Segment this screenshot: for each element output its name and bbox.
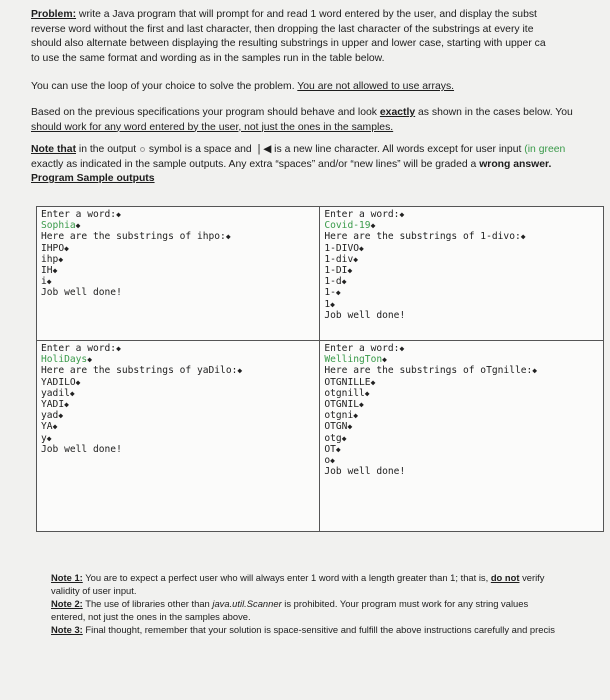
problem-line-1: write a Java program that will prompt for and read 1 word entered by the user, and display the subst bbox=[76, 9, 537, 20]
problem-line-4: to use the same format and wording as in the samples run in the table below. bbox=[31, 52, 385, 64]
space-symbol-icon bbox=[140, 147, 145, 152]
sample-cell-3 bbox=[37, 341, 320, 532]
sample-done: Job well done! bbox=[324, 466, 406, 478]
sample-prompt: Enter a word:◆ bbox=[324, 343, 405, 354]
sample-line: OTGNIL◆ bbox=[324, 399, 364, 411]
table-row bbox=[37, 207, 604, 341]
sample-header: Here are the substrings of ihpo:◆ bbox=[41, 231, 231, 243]
sample-user-input: HoliDays◆ bbox=[41, 354, 93, 366]
sample-line: IHPO◆ bbox=[41, 242, 69, 254]
sample-line: otgnill◆ bbox=[324, 387, 370, 399]
sample-heading: Program Sample outputs bbox=[31, 173, 155, 184]
spec-paragraph bbox=[31, 106, 610, 135]
sample-line: 1-DIVO◆ bbox=[324, 242, 364, 254]
note-3: Note 3: Final thought, remember that your solution is space-sensitive and fulfill the above instructions carefully and precis bbox=[51, 624, 555, 636]
sample-user-input: Sophia◆ bbox=[41, 220, 81, 232]
problem-label: Problem: bbox=[31, 9, 77, 20]
sample-prompt: Enter a word:◆ bbox=[41, 343, 121, 354]
spec-line-2: should work for any word entered by the user, not just the ones in the samples. bbox=[31, 121, 394, 133]
note-line-1b: symbol is a space and bbox=[146, 144, 255, 155]
newline-icon: ◆ bbox=[116, 210, 121, 219]
sample-user-input: Covid-19◆ bbox=[324, 220, 376, 232]
sample-line: YADI◆ bbox=[41, 399, 69, 411]
sample-line: i◆ bbox=[41, 276, 52, 288]
sample-line: 1-d◆ bbox=[324, 276, 347, 288]
sample-line: OTGNILLE◆ bbox=[324, 376, 376, 388]
sample-line: yad◆ bbox=[41, 410, 64, 422]
sample-line: 1-◆ bbox=[324, 287, 341, 299]
note-2: Note 2: The use of libraries other than java.util.Scanner is prohibited. Your program must work for any string values entered, not just the ones in the samples above. bbox=[51, 598, 529, 622]
sample-prompt: Enter a word:◆ bbox=[41, 209, 121, 220]
note-line-1c: is a new line character. All words except for user input bbox=[271, 144, 525, 155]
arrays-warning: You are not allowed to use arrays. bbox=[297, 81, 455, 92]
sample-line: YADILO◆ bbox=[41, 376, 81, 388]
sample-line: o◆ bbox=[324, 455, 335, 467]
problem-line-3: should also alternate between displaying the resulting substrings in upper and lower case, starting with upper ca bbox=[31, 38, 546, 49]
sample-header: Here are the substrings of 1-divo:◆ bbox=[324, 231, 526, 243]
sample-done: Job well done! bbox=[41, 287, 122, 299]
sample-user-input: WellingTon◆ bbox=[324, 354, 387, 366]
loop-text: You can use the loop of your choice to solve the problem. bbox=[31, 81, 298, 92]
notes-section bbox=[51, 572, 555, 638]
sample-line: y◆ bbox=[41, 432, 52, 444]
note-line-1a: in the output bbox=[76, 144, 139, 155]
sample-line: OTGN◆ bbox=[324, 421, 353, 433]
spec-line-1a: Based on the previous specifications your program should behave and look bbox=[31, 107, 380, 118]
note-line-2a: exactly as indicated in the sample outputs. Any extra “spaces” and/or “new lines” will be graded a bbox=[31, 158, 480, 170]
sample-line: 1-div◆ bbox=[324, 253, 359, 265]
problem-line-2: reverse word without the first and last character, then dropping the last character of the substrings at every ite bbox=[31, 23, 534, 35]
sample-line: IH◆ bbox=[41, 265, 58, 277]
sample-line: YA◆ bbox=[41, 421, 58, 433]
newline-symbol-icon: ❘◀ bbox=[254, 144, 272, 155]
sample-line: otg◆ bbox=[324, 432, 347, 444]
sample-prompt: Enter a word:◆ bbox=[324, 209, 405, 220]
sample-line: ihp◆ bbox=[41, 253, 64, 265]
loop-paragraph bbox=[31, 80, 610, 95]
sample-cell-4 bbox=[320, 341, 604, 532]
table-row bbox=[37, 341, 604, 532]
note-paragraph bbox=[31, 143, 610, 187]
spec-line-1c: as shown in the cases below. You bbox=[415, 107, 573, 118]
note-green-hint: (in green bbox=[524, 144, 566, 155]
note-wrong-answer: wrong answer. bbox=[479, 158, 552, 170]
note-1: Note 1: You are to expect a perfect user who will always enter 1 word with a length greater than 1; that is, do not verify validity of user input. bbox=[51, 572, 545, 596]
sample-outputs-table bbox=[36, 206, 604, 532]
sample-header: Here are the substrings of oTgnille:◆ bbox=[324, 365, 538, 377]
sample-line: otgni◆ bbox=[324, 410, 359, 422]
sample-line: OT◆ bbox=[324, 443, 341, 455]
note-label: Note that bbox=[31, 144, 77, 155]
sample-line: yadil◆ bbox=[41, 387, 75, 399]
sample-done: Job well done! bbox=[41, 443, 122, 455]
problem-paragraph bbox=[31, 8, 610, 66]
sample-line: 1◆ bbox=[324, 298, 335, 310]
sample-cell-2 bbox=[320, 207, 604, 341]
sample-line: 1-DI◆ bbox=[324, 265, 353, 277]
sample-done: Job well done! bbox=[324, 309, 406, 321]
sample-header: Here are the substrings of yaDilo:◆ bbox=[41, 365, 243, 377]
spec-exactly: exactly bbox=[379, 107, 416, 118]
sample-cell-1 bbox=[37, 207, 320, 341]
